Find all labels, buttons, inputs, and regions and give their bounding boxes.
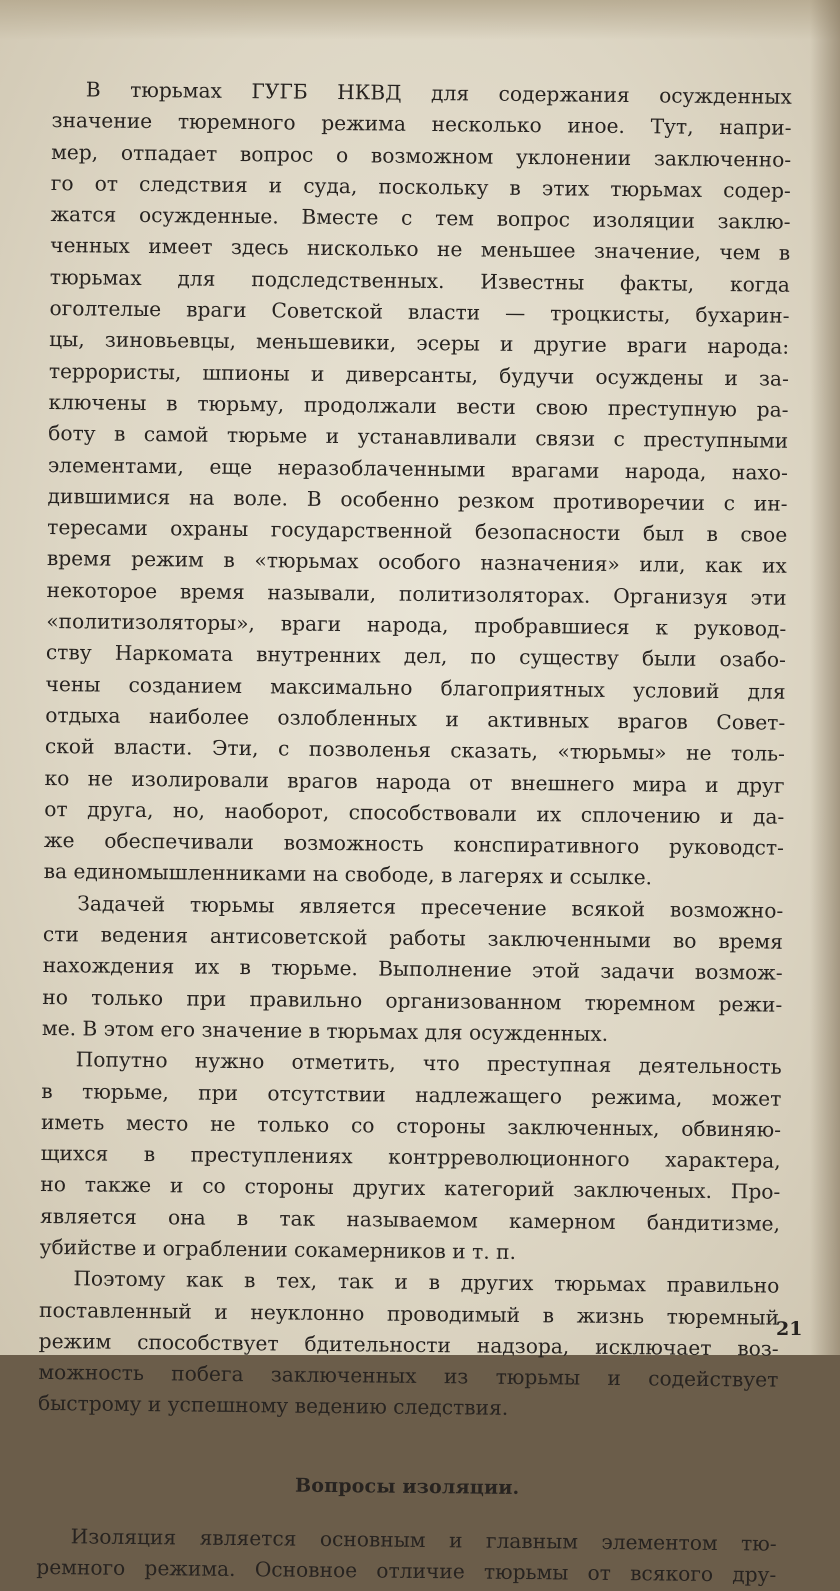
- text-line: Изоляция является основным и главным элементом тю-: [70, 1524, 777, 1556]
- paragraph-2: [42, 888, 784, 1052]
- paragraph-1: [43, 74, 791, 895]
- text-line: ключены в тюрьму, продолжали вести свою преступную ра-: [48, 389, 789, 422]
- text-line: «политизоляторы», враги народа, пробравшиеся к руковод-: [46, 609, 787, 641]
- text-line: в тюрьме, при отсутствии надлежащего режима, может: [41, 1078, 782, 1111]
- page-top-shadow: [0, 0, 840, 40]
- text-line: режим способствует бдительности надзора, исключает воз-: [38, 1328, 779, 1361]
- text-line: Поэтому как в тех, так и в других тюрьмах правильно: [73, 1266, 780, 1298]
- text-line: ской власти. Эти, с позволенья сказать, «тюрьмы» не толь-: [44, 734, 786, 766]
- paragraph-3: [40, 1044, 782, 1271]
- text-line: тересами охраны государственной безопасности был в свое: [47, 515, 788, 547]
- page-right-shadow: [810, 0, 840, 1355]
- text-line: ме. В этом его значение в тюрьмах для осужденных.: [41, 1015, 609, 1046]
- text-line: поставленный и неуклонно проводимый в жизнь тюремный: [38, 1297, 780, 1330]
- text-line: же обеспечивали возможность конспиративного руководст-: [43, 828, 785, 860]
- text-line: иметь место не только со стороны заключенных, обвиняю-: [40, 1109, 782, 1142]
- text-line: тюрьмах для подследственных. Известны факты, когда: [49, 264, 790, 297]
- text-line: но также и со стороны других категорий заключеных. Про-: [40, 1172, 781, 1205]
- text-line: от друга, но, наоборот, способствовали их сплочению и да-: [44, 796, 785, 829]
- text-line: нахождения их в тюрьме. Выполнение этой задачи возмож-: [42, 953, 783, 986]
- paragraph-4: [38, 1263, 780, 1427]
- text-line: мер, отпадает вопрос о возможном уклонении заключенно-: [51, 139, 792, 172]
- text-line: можность побега заключенных из тюрьмы и содействует: [38, 1360, 779, 1392]
- text-line: террористы, шпионы и диверсанты, будучи осуждены и за-: [48, 358, 789, 391]
- text-line: отдыха наиболее озлобленных и активных врагов Совет-: [45, 702, 786, 735]
- text-line: элементами, еще неразоблаченными врагами народа, нахо-: [47, 452, 788, 485]
- text-line: дившимися на воле. В особенно резком противоречии с ин-: [47, 483, 788, 516]
- paragraph-5: [36, 1521, 777, 1591]
- text-line: жатся осужденные. Вместе с тем вопрос изоляции заклю-: [50, 202, 791, 234]
- text-line: но только при правильно организованном тюремном режи-: [42, 984, 783, 1017]
- text-line: ченных имеет здесь нисколько не меньшее значение, чем в: [50, 233, 791, 266]
- page-number: 21: [776, 1318, 803, 1340]
- text-line: оголтелые враги Советской власти — троцкисты, бухарин-: [49, 296, 790, 328]
- text-line: ству Наркомата внутренних дел, по существу были озабо-: [45, 640, 787, 673]
- text-line: некоторое время называли, политизоляторах. Организуя эти: [46, 577, 787, 610]
- text-line: является она в так называемом камерном бандитизме,: [39, 1203, 781, 1236]
- text-line: Попутно нужно отметить, что преступная деятельность: [75, 1047, 782, 1079]
- text-line: боту в самой тюрьме и устанавливали связи с преступными: [48, 421, 789, 453]
- text-line: значение тюремного режима несколько иное. Тут, напри-: [51, 108, 792, 141]
- text-line: В тюрьмах ГУГБ НКВД для содержания осужденных: [85, 77, 792, 109]
- text-line: сти ведения антисоветской работы заключенными во время: [42, 921, 784, 954]
- text-line: убийстве и ограблении сокамерников и т. п.: [39, 1234, 517, 1264]
- text-line: ко не изолировали врагов народа от внешнего мира и друг: [44, 765, 785, 798]
- text-line: ремного режима. Основное отличие тюрьмы от всякого дру-: [36, 1555, 777, 1588]
- text-line: щихся в преступлениях контрреволюционного характера,: [40, 1141, 781, 1173]
- text-line: чены созданием максимально благоприятных условий для: [45, 671, 786, 704]
- text-line: цы, зиновьевцы, меньшевики, эсеры и другие враги народа:: [49, 327, 790, 360]
- text-line: время режим в «тюрьмах особого назначения» или, как их: [46, 546, 788, 579]
- section-heading: Вопросы изоляции.: [294, 1474, 520, 1499]
- text-line: Задачей тюрьмы является пресечение всякой возможно-: [77, 891, 784, 923]
- text-line: ва единомышленниками на свободе, в лагерях и ссылке.: [43, 859, 653, 890]
- text-line: го от следствия и суда, поскольку в этих тюрьмах содер-: [50, 170, 791, 203]
- text-line: быстрому и успешному ведению следствия.: [37, 1391, 509, 1421]
- page-text: [36, 74, 792, 1591]
